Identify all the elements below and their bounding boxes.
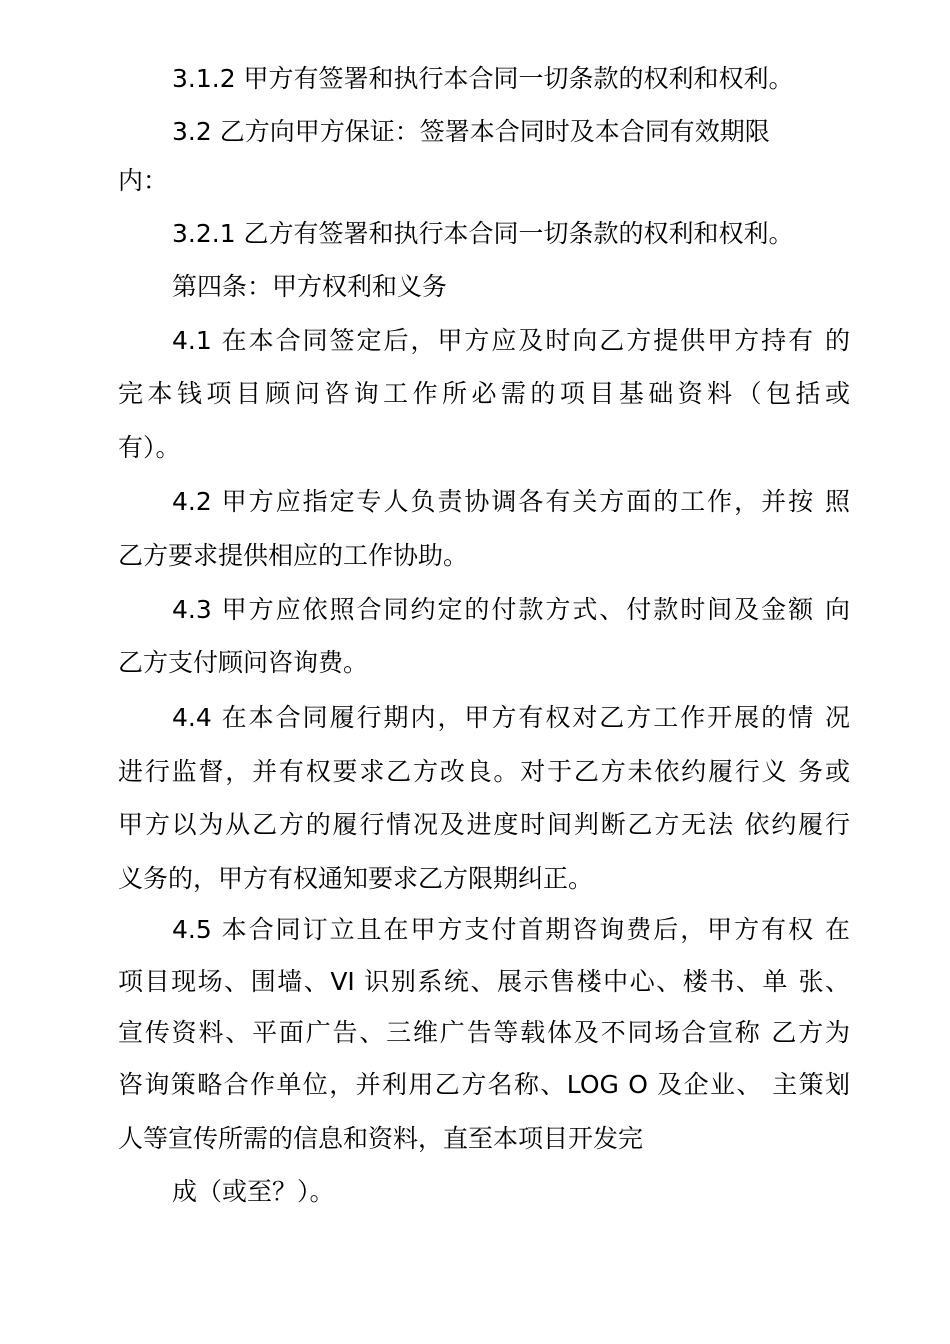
text-line-4-3: 4.3 甲方应依照合同约定的付款方式、付款时间及金额 向 bbox=[172, 595, 850, 624]
text-line-4-5-cont-1: 项目现场、围墙、VI 识别系统、展示售楼中心、楼书、单 张、 bbox=[118, 967, 850, 996]
text-line-4-5-cont-4: 人等宣传所需的信息和资料，直至本项目开发完 bbox=[118, 1124, 644, 1153]
text-line-4-4-cont-2: 甲方以为从乙方的履行情况及进度时间判断乙方无法 依约履行 bbox=[118, 810, 850, 839]
text-line-4-2-cont: 乙方要求提供相应的工作协助。 bbox=[118, 541, 469, 570]
text-line-3-2-cont: 内： bbox=[118, 166, 169, 195]
text-line-4-4-cont-3: 义务的，甲方有权通知要求乙方限期纠正。 bbox=[118, 864, 594, 893]
text-line-4-5: 4.5 本合同订立且在甲方支付首期咨询费后，甲方有权 在 bbox=[172, 915, 850, 944]
text-line-3-1-2: 3.1.2 甲方有签署和执行本合同一切条款的权利和权利。 bbox=[172, 64, 794, 93]
text-line-4-4-cont-1: 进行监督，并有权要求乙方改良。对于乙方未依约履行义 务或 bbox=[118, 757, 850, 786]
text-line-4-4: 4.4 在本合同履行期内，甲方有权对乙方工作开展的情 况 bbox=[172, 703, 850, 732]
text-line-4-5-cont-5: 成（或至？）。 bbox=[172, 1177, 335, 1206]
text-line-4-5-cont-3: 咨询策略合作单位，并利用乙方名称、LOG O 及企业、 主策划 bbox=[118, 1070, 850, 1099]
text-line-4-1-cont-2: 有）。 bbox=[118, 433, 181, 462]
section-heading-article-4: 第四条：甲方权利和义务 bbox=[172, 272, 448, 301]
text-line-4-2: 4.2 甲方应指定专人负责协调各有关方面的工作，并按 照 bbox=[172, 487, 850, 516]
text-line-4-3-cont: 乙方支付顾问咨询费。 bbox=[118, 648, 369, 677]
text-line-3-2: 3.2 乙方向甲方保证：签署本合同时及本合同有效期限 bbox=[172, 117, 770, 146]
text-line-4-5-cont-2: 宣传资料、平面广告、三维广告等载体及不同场合宣称 乙方为 bbox=[118, 1018, 850, 1047]
text-line-4-1: 4.1 在本合同签定后，甲方应及时向乙方提供甲方持有 的 bbox=[172, 326, 850, 355]
text-line-3-2-1: 3.2.1 乙方有签署和执行本合同一切条款的权利和权利。 bbox=[172, 219, 794, 248]
text-line-4-1-cont-1: 完本钱项目顾问咨询工作所必需的项目基础资料（包括或 bbox=[118, 379, 850, 408]
